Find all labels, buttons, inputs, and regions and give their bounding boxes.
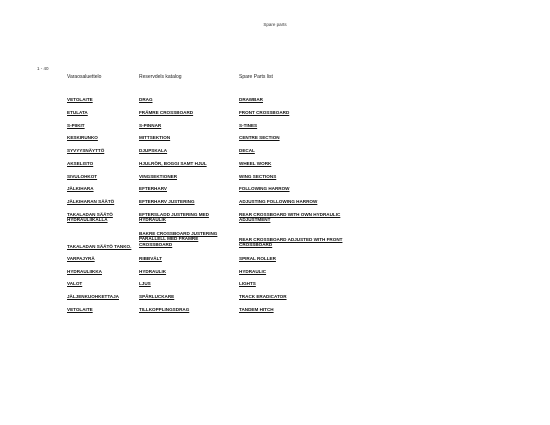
english-entry[interactable]: S-TINES [239,122,258,128]
swedish-entry[interactable]: HYDRAULIK [139,268,167,274]
finnish-entry[interactable]: VARPAJYRÄ [67,255,95,261]
column-header-finnish: Varaosaluettelo [67,74,102,80]
list-item [0,199,550,212]
finnish-entry[interactable]: TAKALADAN SÄÄTÖ TANKO. [67,244,132,250]
list-item [0,281,550,294]
english-entry[interactable]: REAR CROSSBOARD WITH OWN HYDRAULIC ADJUSTMENT [239,211,341,223]
running-header: Spare parts [263,22,287,27]
swedish-entry[interactable]: EFTERHARV JUSTERING [139,199,195,204]
english-entry[interactable]: TANDEM HITCH [239,306,274,312]
finnish-entry[interactable]: SIVULOHKOT [67,173,98,179]
english-entry[interactable]: CENTRE SECTION [239,135,280,141]
list-item [0,212,550,231]
swedish-entry[interactable]: BAKRE CROSSBOARD JUSTERING PARALLELL MED FRÄMRE CROSSBOARD [139,230,218,247]
finnish-entry[interactable]: AKSELISTO [67,160,94,166]
list-item [0,231,550,256]
english-entry[interactable]: ADJUSTING FOLLOWING HARROW [239,199,318,204]
finnish-entry[interactable]: VALOT [67,281,83,287]
list-item [0,174,550,187]
swedish-entry[interactable]: SPÅRLUCKARE [139,294,175,299]
column-headers [0,74,550,82]
english-entry[interactable]: WHEEL WORK [239,160,272,166]
swedish-entry[interactable]: S-PINNAR [139,122,162,128]
finnish-entry[interactable]: KESKIRUNKO [67,135,98,141]
finnish-entry[interactable]: SYVYYSNÄYTTÖ [67,148,105,153]
list-item [0,110,550,123]
list-item [0,269,550,282]
finnish-entry[interactable]: ETULATA [67,109,88,115]
swedish-entry[interactable]: RIBBVÄLT [139,255,162,261]
english-entry[interactable]: FRONT CROSSBOARD [239,109,290,115]
english-entry[interactable]: WING SECTIONS [239,173,277,179]
swedish-entry[interactable]: VINGSEKTIONER [139,173,178,179]
finnish-entry[interactable]: VETOLAITE [67,97,93,102]
swedish-entry[interactable]: LJUS [139,281,151,287]
finnish-entry[interactable]: S-PIIKIT [67,122,85,128]
column-header-english: Spare Parts list [239,74,273,80]
swedish-entry[interactable]: EFTERHARV [139,186,167,192]
swedish-entry[interactable]: MITTSEKTION [139,135,171,141]
swedish-entry[interactable]: DRAG [139,97,153,102]
list-item [0,148,550,161]
list-item [0,161,550,174]
english-entry[interactable]: TRACK ERADICATOR [239,294,287,299]
english-entry[interactable]: REAR CROSSBOARD ADJUSTED WITH FRONT CROSSBOARD [239,236,343,248]
swedish-entry[interactable]: FRÄMRE CROSSBOARD [139,109,194,115]
swedish-entry[interactable]: DJUPSKALA [139,148,168,153]
english-entry[interactable]: DRAWBAR [239,97,263,102]
parts-index-list [0,97,550,320]
english-entry[interactable]: FOLLOWING HARROW [239,186,290,192]
finnish-entry[interactable]: JÄLKIHARA [67,186,94,192]
column-header-swedish: Reservdels katalog [139,74,182,80]
english-entry[interactable]: SPIRAL ROLLER [239,255,276,261]
finnish-entry[interactable]: TAKALADAN SÄÄTÖ HYDRAULIIKALLA [67,211,113,223]
list-item [0,135,550,148]
finnish-entry[interactable]: HYDRAULIIKKA [67,268,102,274]
english-entry[interactable]: DECAL [239,148,255,153]
english-entry[interactable]: HYDRAULIC [239,268,267,274]
swedish-entry[interactable]: TILLKOPPLINGSDRAG [139,306,190,312]
english-entry[interactable]: LIGHTS [239,281,256,287]
finnish-entry[interactable]: VETOLAITE [67,306,93,312]
list-item [0,294,550,307]
swedish-entry[interactable]: EFTERSLADD JUSTERING MED HYDRAULIK [139,211,209,223]
page-range-label: 1 - 40 [37,66,49,71]
swedish-entry[interactable]: HJULRÖR, BOGGI SAMT HJUL [139,160,207,166]
list-item [0,123,550,136]
list-item [0,256,550,269]
finnish-entry[interactable]: JÄLKIHARAN SÄÄTÖ [67,199,115,204]
list-item [0,307,550,320]
list-item [0,186,550,199]
finnish-entry[interactable]: JÄLJENKUOHKETTAJA [67,294,119,299]
list-item [0,97,550,110]
